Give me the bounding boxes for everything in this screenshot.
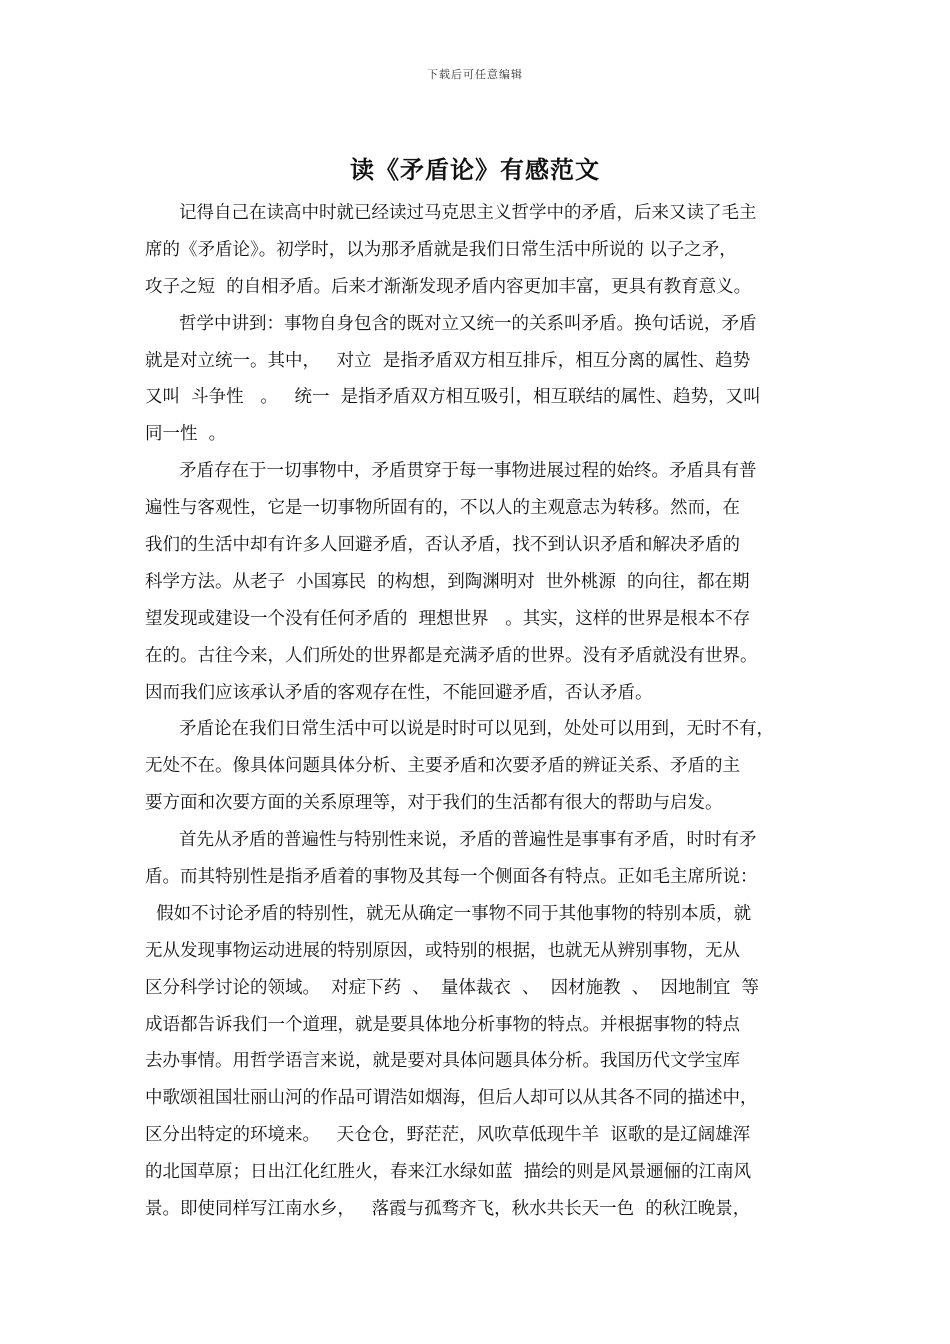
text-line: 首先从矛盾的普遍性与特别性来说，矛盾的普遍性是事事有矛盾，时时有矛: [179, 830, 757, 851]
text-line: 假如不讨论矛盾的特别性，就无从确定一事物不同于其他事物的特别本质，就: [145, 903, 752, 924]
text-line: 因而我们应该承认矛盾的客观存在性，不能回避矛盾，否认矛盾。: [145, 682, 653, 703]
text-line: 遍性与客观性，它是一切事物所固有的，不以人的主观意志为转移。然而，在: [145, 498, 740, 519]
text-line: 就是对立统一。其中， 对立 是指矛盾双方相互排斥，相互分离的属性、趋势: [145, 350, 751, 371]
text-line: 中歌颂祖国壮丽山河的作品可谓浩如烟海，但后人却可以从其各不同的描述中，: [145, 1088, 758, 1109]
text-line: 科学方法。从老子 小国寡民 的构想，到陶渊明对 世外桃源 的向往，都在期: [145, 571, 750, 592]
header-note: 下载后可任意编辑: [427, 68, 523, 81]
text-line: 成语都告诉我们一个道理，就是要具体地分析事物的特点。并根据事物的特点: [145, 1014, 740, 1035]
text-line: 席的《矛盾论》。初学时，以为那矛盾就是我们日常生活中所说的 以子之矛，: [145, 239, 737, 260]
text-line: 的北国草原；日出江化红胜火，春来江水绿如蓝 描绘的则是风景逦俪的江南风: [145, 1162, 752, 1183]
text-line: 无从发现事物运动进展的特别原因，或特别的根据，也就无从辨别事物，无从: [145, 940, 740, 961]
text-line: 要方面和次要方面的关系原理等，对于我们的生活都有很大的帮助与启发。: [145, 793, 723, 814]
text-line: 区分科学讨论的领域。 对症下药 、 量体裁衣 、 因材施教 、 因地制宜 等: [145, 977, 760, 998]
text-line: 矛盾论在我们日常生活中可以说是时时可以见到，处处可以用到，无时不有，: [179, 719, 774, 740]
text-line: 同一性 。: [145, 424, 227, 445]
text-line: 记得自己在读高中时就已经读过马克思主义哲学中的矛盾，后来又读了毛主: [179, 203, 757, 223]
text-line: 区分出特定的环境来。 天仓仓，野茫茫，风吹草低现牛羊 讴歌的是辽阔雄浑: [145, 1125, 751, 1146]
text-line: 攻子之短 的自相矛盾。后来才渐渐发现矛盾内容更加丰富，更具有教育意义。: [145, 276, 752, 297]
text-line: 去办事情。用哲学语言来说，就是要对具体问题具体分析。我国历代文学宝库: [145, 1051, 740, 1072]
text-line: 盾。而其特别性是指矛盾着的事物及其每一个侧面各有特点。正如毛主席所说：: [145, 867, 758, 888]
text-line: 哲学中讲到：事物自身包含的既对立又统一的关系叫矛盾。换句话说，矛盾: [179, 313, 757, 334]
text-line: 无处不在。像具体问题具体分析、主要矛盾和次要矛盾的辨证关系、矛盾的主: [145, 756, 740, 777]
text-line: 景。即使同样写江南水乡， 落霞与孤骛齐飞，秋水共长天一色 的秋江晚景，: [145, 1199, 751, 1220]
document-title: 读《矛盾论》有感范文: [350, 155, 600, 184]
document-body: [145, 195, 825, 1228]
text-line: 又叫 斗争性 。 统一 是指矛盾双方相互吸引，相互联结的属性、趋势，又叫: [145, 387, 761, 408]
text-line: 矛盾存在于一切事物中，矛盾贯穿于每一事物进展过程的始终。矛盾具有普: [179, 461, 757, 482]
text-line: 在的。古往今来，人们所处的世界都是充满矛盾的世界。没有矛盾就没有世界。: [145, 645, 758, 666]
text-line: 望发现或建设一个没有任何矛盾的 理想世界 。其实，这样的世界是根本不存: [145, 608, 751, 629]
text-line: 我们的生活中却有许多人回避矛盾，否认矛盾，找不到认识矛盾和解决矛盾的: [145, 535, 740, 556]
